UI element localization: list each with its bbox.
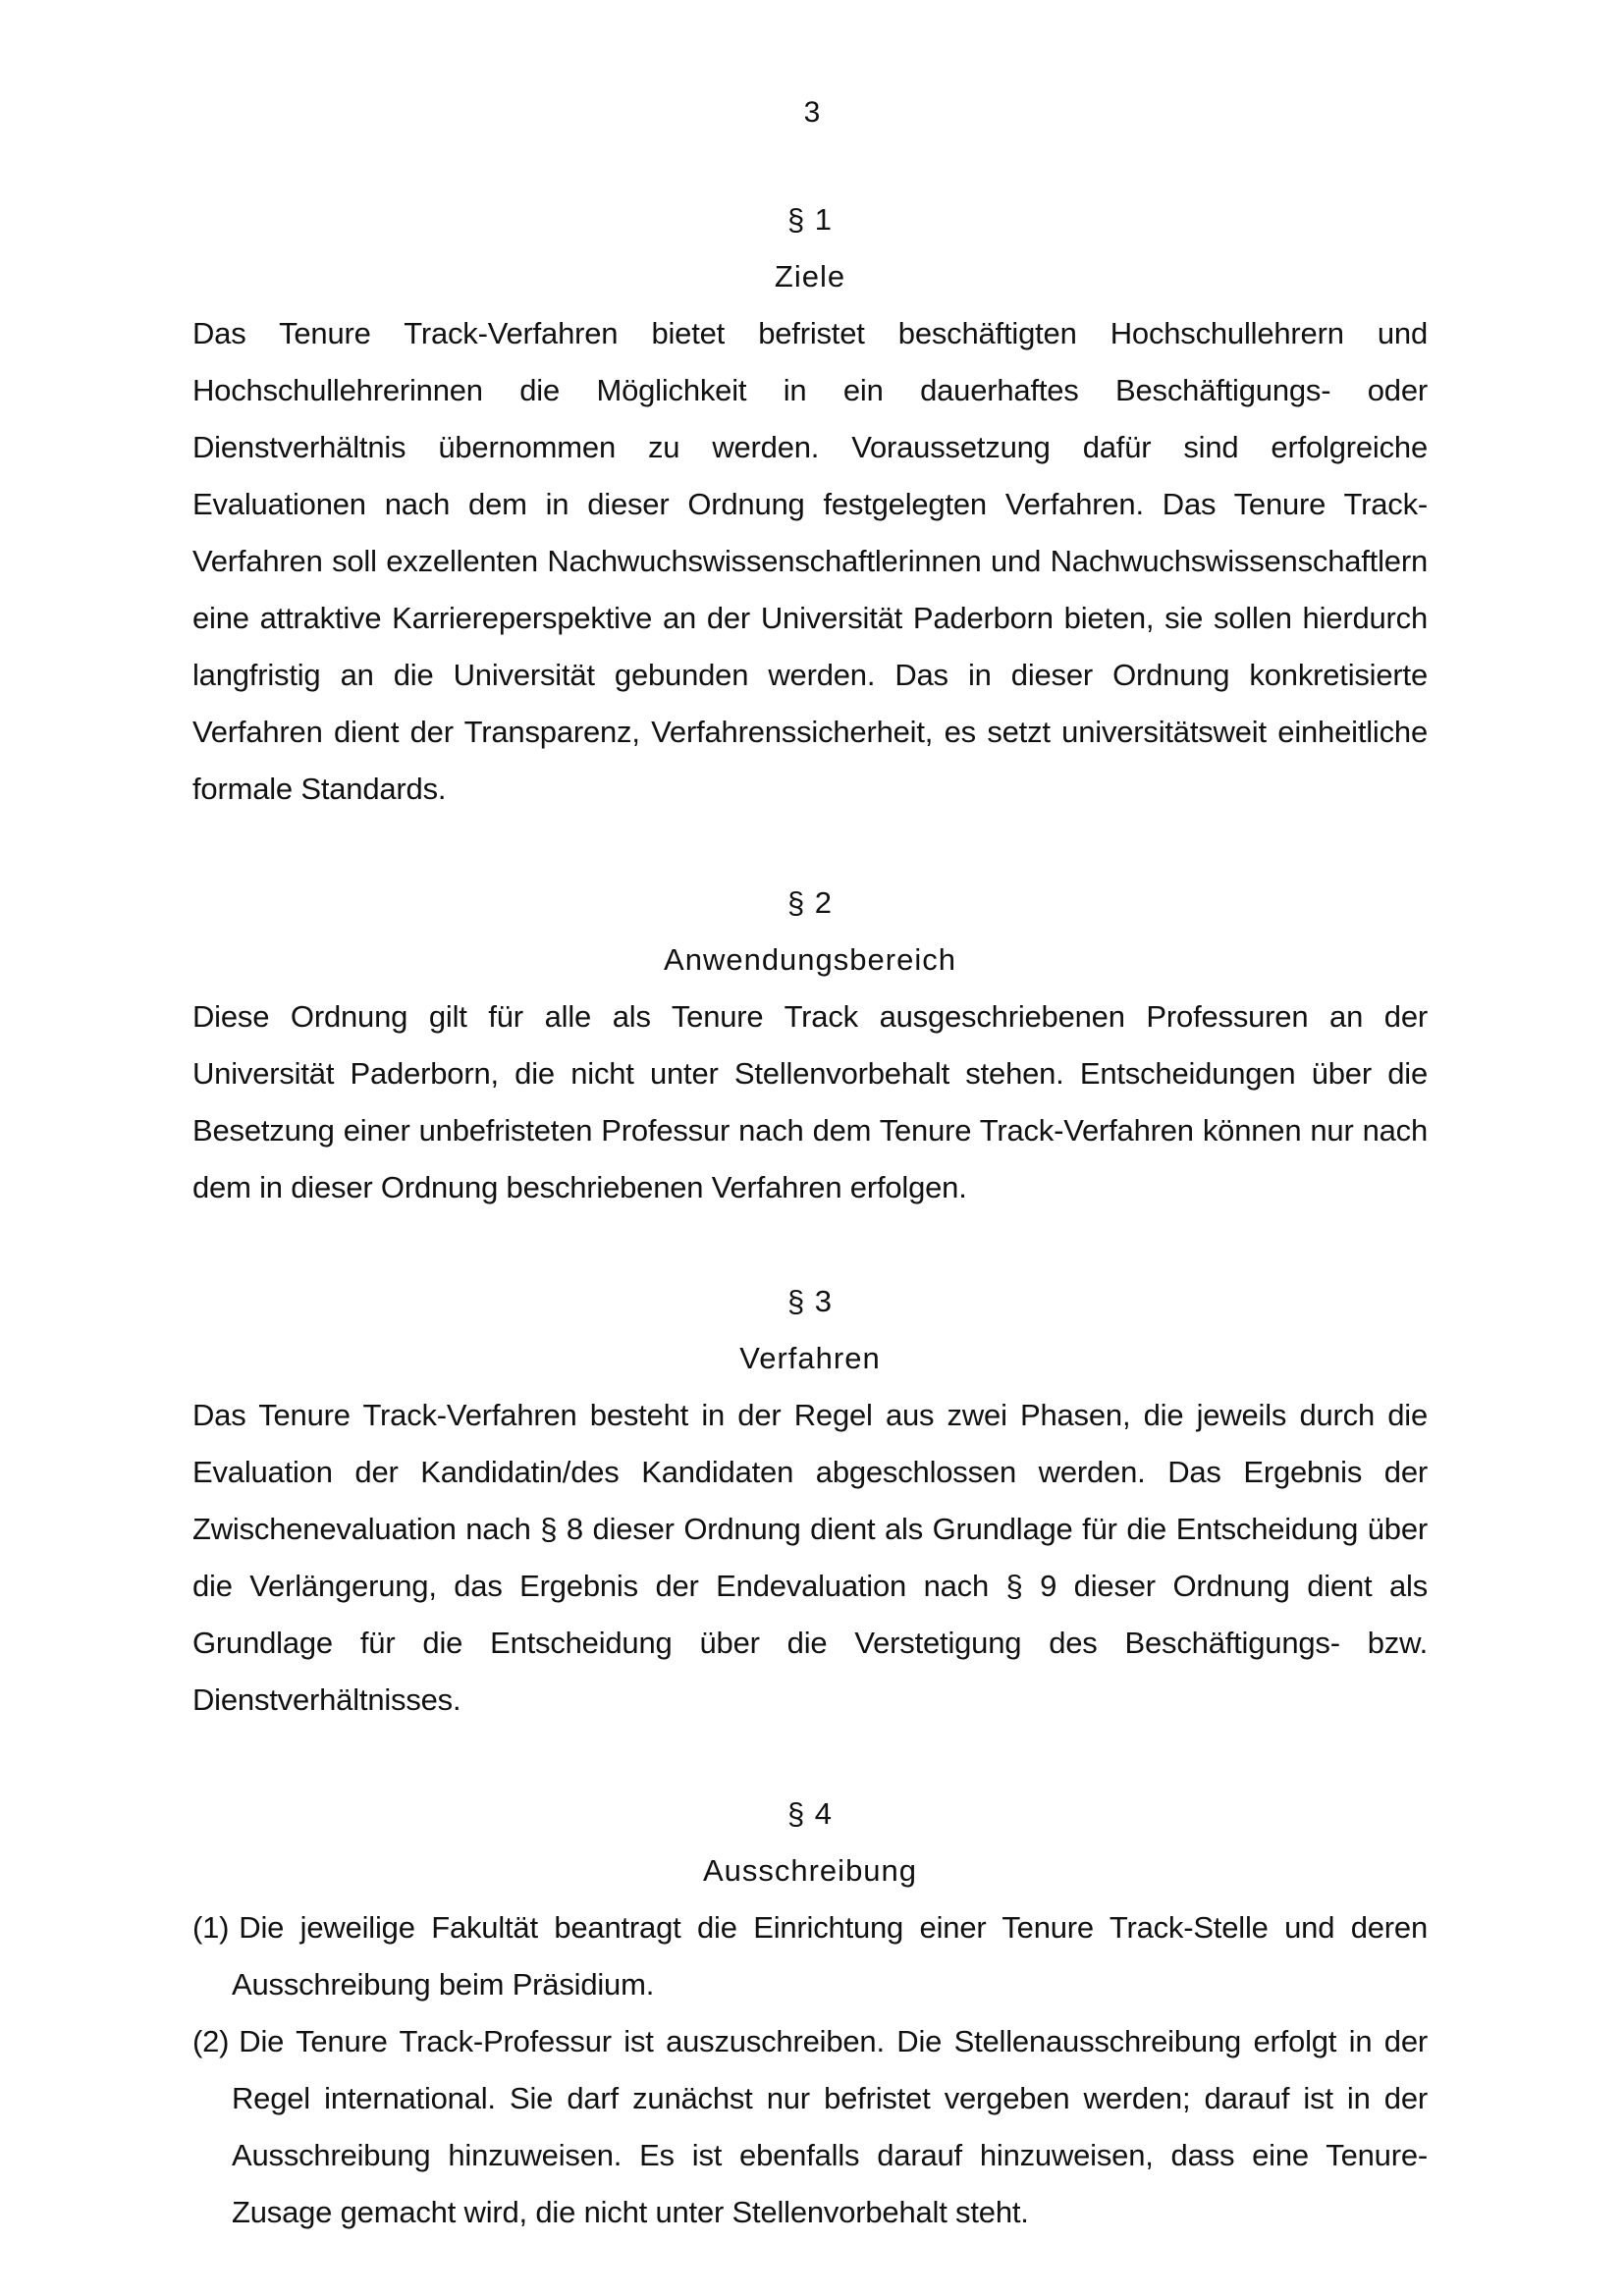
section-number: § 2 [786,885,834,920]
section-title: Ausschreibung [702,1853,918,1888]
paragraph-text: Die jeweilige Fakultät beantragt die Einrichtung einer Tenure Track-Stelle und deren Ausschreibung beim Präsidium. [232,1910,1428,2002]
section-number: § 4 [786,1796,834,1831]
section-title: Anwendungsbereich [664,942,956,977]
paragraph-text: Die Tenure Track-Professur ist auszuschreiben. Die Stellenausschreibung erfolgt in der Regel international. Sie darf zunächst nur befristet vergeben werden; darauf ist in der Ausschreibung hinzuweisen. Es ist ebenfalls darauf hinzuweisen, dass eine Tenure-Zusage gemacht wird, die nicht unter Stellenvorbehalt steht. [232,2024,1428,2229]
section-number: § 1 [786,202,834,237]
section-4 [192,1786,1428,2241]
numbered-paragraph [192,2013,1428,2241]
paragraph-marker: (2) [192,2024,230,2058]
section-title: Verfahren [739,1341,881,1375]
section-body: Das Tenure Track-Verfahren besteht in der Regel aus zwei Phasen, die jeweils durch die Evaluation der Kandidatin/des Kandidaten abgeschlossen werden. Das Ergebnis der Zwischenevaluation nach § 8 dieser Ordnung dient als Grundlage für die Entscheidung über die Verlängerung, das Ergebnis der Endevaluation nach § 9 dieser Ordnung dient als Grundlage für die Entscheidung über die Verstetigung des Beschäftigungs- bzw. Dienstverhältnisses. [192,1398,1428,1717]
section-number: § 3 [786,1284,834,1318]
section-3 [192,1273,1428,1729]
section-2 [192,875,1428,1216]
section-body: Diese Ordnung gilt für alle als Tenure Track ausgeschriebenen Professuren an der Universität Paderborn, die nicht unter Stellenvorbehalt stehen. Entscheidungen über die Besetzung einer unbefristeten Professur nach dem Tenure Track-Verfahren können nur nach dem in dieser Ordnung beschriebenen Verfahren erfolgen. [192,999,1428,1204]
section-title: Ziele [774,259,846,294]
paragraph-marker: (1) [192,1910,230,1945]
numbered-paragraph [192,1899,1428,2013]
document-content [192,191,1428,2241]
numbered-paragraph-list [192,1899,1428,2241]
page-number: 3 [803,96,821,129]
section-1 [192,191,1428,818]
section-body: Das Tenure Track-Verfahren bietet befristet beschäftigten Hochschullehrern und Hochschullehrerinnen die Möglichkeit in ein dauerhaftes Beschäftigungs- oder Dienstverhältnis übernommen zu werden. Voraussetzung dafür sind erfolgreiche Evaluationen nach dem in dieser Ordnung festgelegten Verfahren. Das Tenure Track-Verfahren soll exzellenten Nachwuchswissenschaftlerinnen und Nachwuchswissenschaftlern eine attraktive Karriereperspektive an der Universität Paderborn bieten, sie sollen hierdurch langfristig an die Universität gebunden werden. Das in dieser Ordnung konkretisierte Verfahren dient der Transparenz, Verfahrenssicherheit, es setzt universitätsweit einheitliche formale Standards. [192,316,1428,806]
